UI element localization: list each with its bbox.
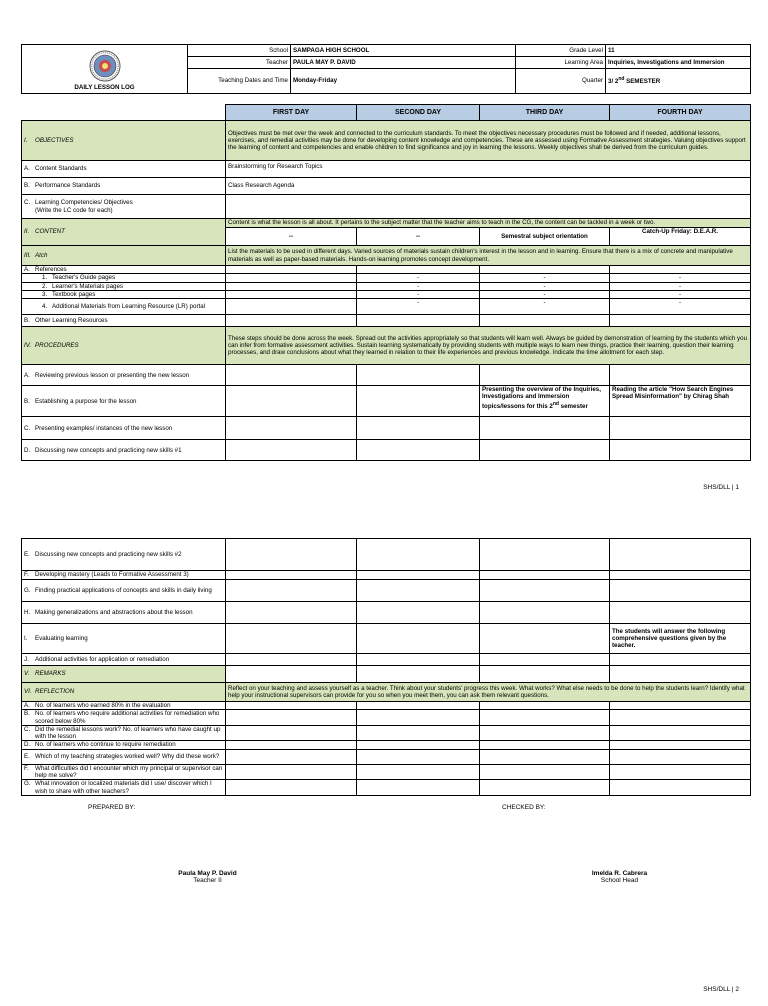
page-footer-2: SHS/DLL | 2 bbox=[703, 986, 739, 993]
checked-signatory bbox=[562, 870, 677, 884]
area-label: Learning Area bbox=[516, 57, 606, 69]
reference-item: 4. Additional Materials from Learning Resource (LR) portal bbox=[22, 299, 226, 315]
school-label: School bbox=[188, 45, 291, 57]
reference-dash: - bbox=[357, 282, 480, 290]
reference-dash: - bbox=[480, 299, 610, 315]
day-header-4: FOURTH DAY bbox=[610, 105, 751, 121]
quarter-value: 3/ 2nd SEMESTER bbox=[606, 69, 751, 94]
reference-item: 1. Teacher's Guide pages bbox=[22, 274, 226, 282]
reflection-item: B. No. of learners who require additional activities for remediation who scored below 80% bbox=[22, 710, 226, 726]
reference-item: 2. Learner's Materials pages bbox=[22, 282, 226, 290]
reflection-item: C. Did the remedial lessons work? No. of learners who have caught up with the lesson bbox=[22, 725, 226, 741]
logo-cell bbox=[22, 45, 188, 94]
day-header-2: SECOND DAY bbox=[357, 105, 480, 121]
grade-label: Grade Level bbox=[516, 45, 606, 57]
proc-b-label: B. Establishing a purpose for the lesson bbox=[22, 386, 226, 417]
quarter-label: Quarter bbox=[516, 69, 606, 94]
resources-heading: III. Atch bbox=[22, 246, 226, 266]
prepared-by-label: PREPARED BY: bbox=[88, 804, 136, 811]
reference-dash: - bbox=[357, 274, 480, 282]
page-footer-1: SHS/DLL | 1 bbox=[703, 484, 739, 491]
checked-name: Imelda R. Cabrera bbox=[591, 870, 648, 877]
school-value: SAMPAGA HIGH SCHOOL bbox=[291, 45, 516, 57]
reference-dash: - bbox=[610, 299, 751, 315]
prepared-signatory bbox=[150, 870, 265, 884]
objectives-heading: I. OBJECTIVES bbox=[22, 121, 226, 161]
area-value: Inquiries, Investigations and Immersion bbox=[606, 57, 751, 69]
reflection-heading: VI. REFLECTION bbox=[22, 683, 226, 702]
proc-c-label: C. Presenting examples/ instances of the new lesson bbox=[22, 417, 226, 440]
content-standards-value: Brainstorming for Research Topics bbox=[226, 161, 751, 178]
prepared-role: Teacher II bbox=[193, 877, 222, 884]
reference-dash: - bbox=[357, 290, 480, 298]
reflection-item: A. No. of learners who earned 80% in the evaluation bbox=[22, 702, 226, 710]
reflection-item: D. No. of learners who continue to require remediation bbox=[22, 741, 226, 749]
procedures-heading: IV. PROCEDURES bbox=[22, 327, 226, 365]
reference-dash: - bbox=[480, 282, 610, 290]
proc-i-day4: The students will answer the following comprehensive questions given by the teacher. bbox=[610, 624, 751, 654]
teacher-value: PAULA MAY P. DAVID bbox=[291, 57, 516, 69]
page-title: DAILY LESSON LOG bbox=[74, 83, 135, 91]
day-header-3: THIRD DAY bbox=[480, 105, 610, 121]
reflection-text: Reflect on your teaching and assess yourself as a teacher. Think about your students' progress this week. What works? What else needs to be done to help the students learn? Identify what help your instructional supervisors can provide for you so when you meet them, you can ask them relevant questions. bbox=[226, 683, 751, 702]
proc-g-label: G. Finding practical applications of concepts and skills in daily living bbox=[22, 580, 226, 602]
content-day3: Semestral subject orientation bbox=[480, 228, 610, 246]
competencies-label: C. Learning Competencies/ Objectives (Write the LC code for each) bbox=[22, 195, 226, 219]
reference-dash: - bbox=[610, 282, 751, 290]
content-day4: Catch-Up Friday: D.E.A.R. bbox=[610, 228, 751, 246]
content-text: Content is what the lesson is all about. It pertains to the subject matter that the teacher aims to teach in the CG, the content can be tackled in a week or two. bbox=[226, 219, 751, 228]
checked-role: School Head bbox=[600, 877, 639, 884]
reference-item: 3. Textbook pages bbox=[22, 290, 226, 298]
references-label: A. References bbox=[22, 266, 226, 274]
dates-label: Teaching Dates and Time bbox=[188, 69, 291, 94]
proc-i-label: I. Evaluating learning bbox=[22, 624, 226, 654]
content-day2: -- bbox=[357, 228, 480, 246]
dates-value: Monday-Friday bbox=[291, 69, 516, 94]
performance-standards-value: Class Research Agenda bbox=[226, 178, 751, 195]
teacher-label: Teacher bbox=[188, 57, 291, 69]
proc-h-label: H. Making generalizations and abstractions about the lesson bbox=[22, 602, 226, 624]
proc-b-day4: Reading the article "How Search Engines Spread Misinformation" by Chirag Shah bbox=[610, 386, 751, 417]
reflection-item: E. Which of my teaching strategies worked well? Why did these work? bbox=[22, 749, 226, 764]
header-table bbox=[21, 44, 751, 94]
reflection-item: G. What innovation or localized materials did I use/ discover which I wish to share with other teachers? bbox=[22, 780, 226, 796]
resources-text: List the materials to be used in different days. Varied sources of materials sustain children's interest in the lesson and in learning. Ensure that there is a mix of concrete and manipulative materials as well as paper-based materials. Hands-on learning promotes concept development. bbox=[226, 246, 751, 266]
proc-j-label: J. Additional activities for application or remediation bbox=[22, 654, 226, 666]
content-heading: II. CONTENT bbox=[22, 219, 226, 246]
checked-by-label: CHECKED BY: bbox=[502, 804, 546, 811]
proc-e-label: E. Discussing new concepts and practicing new skills #2 bbox=[22, 539, 226, 571]
reference-dash: - bbox=[610, 290, 751, 298]
day-header-1: FIRST DAY bbox=[226, 105, 357, 121]
reference-dash: - bbox=[357, 299, 480, 315]
lesson-table-page1 bbox=[21, 104, 751, 461]
content-standards-label: A. Content Standards bbox=[22, 161, 226, 178]
proc-d-label: D. Discussing new concepts and practicing new skills #1 bbox=[22, 440, 226, 461]
content-day1: -- bbox=[226, 228, 357, 246]
reflection-item: F. What difficulties did I encounter which my principal or supervisor can help me solve? bbox=[22, 764, 226, 780]
remarks-heading: V. REMARKS bbox=[22, 666, 226, 683]
lesson-table-page2 bbox=[21, 538, 751, 796]
proc-b-day3: Presenting the overview of the Inquiries, Investigations and Immersion topics/lessons for this 2nd semester bbox=[480, 386, 610, 417]
other-resources-label: B. Other Learning Resources bbox=[22, 315, 226, 327]
objectives-text: Objectives must be met over the week and connected to the curriculum standards. To meet the objectives necessary procedures must be followed and if needed, additional lessons, exercises, and remedial activities may be done for developing content knowledge and competencies. These are assessed using Formative Assessment strategies. Valuing objectives support the learning of content and competencies and enable children to find significance and joy in learning the lessons. Weekly objectives shall be derived from the curriculum guides. bbox=[226, 121, 751, 161]
deped-seal-icon bbox=[88, 50, 122, 82]
reference-dash: - bbox=[610, 274, 751, 282]
prepared-name: Paula May P. David bbox=[178, 870, 237, 877]
grade-value: 11 bbox=[606, 45, 751, 57]
reference-dash: - bbox=[480, 290, 610, 298]
reference-dash: - bbox=[480, 274, 610, 282]
procedures-text: These steps should be done across the week. Spread out the activities appropriately so that students will learn well. Always be guided by demonstration of learning by the students which you can infer from formative assessment activities. Sustain learning systematically by providing students with multiple ways to learn new things, practice their learning, question their learning processes, and draw conclusions about what they learned in relation to their life experiences and previous knowledge. Indicate the time allotment for each step. bbox=[226, 327, 751, 365]
proc-a-label: A. Reviewing previous lesson or presenting the new lesson bbox=[22, 365, 226, 386]
performance-standards-label: B. Performance Standards bbox=[22, 178, 226, 195]
proc-f-label: F. Developing mastery (Leads to Formative Assessment 3) bbox=[22, 571, 226, 580]
